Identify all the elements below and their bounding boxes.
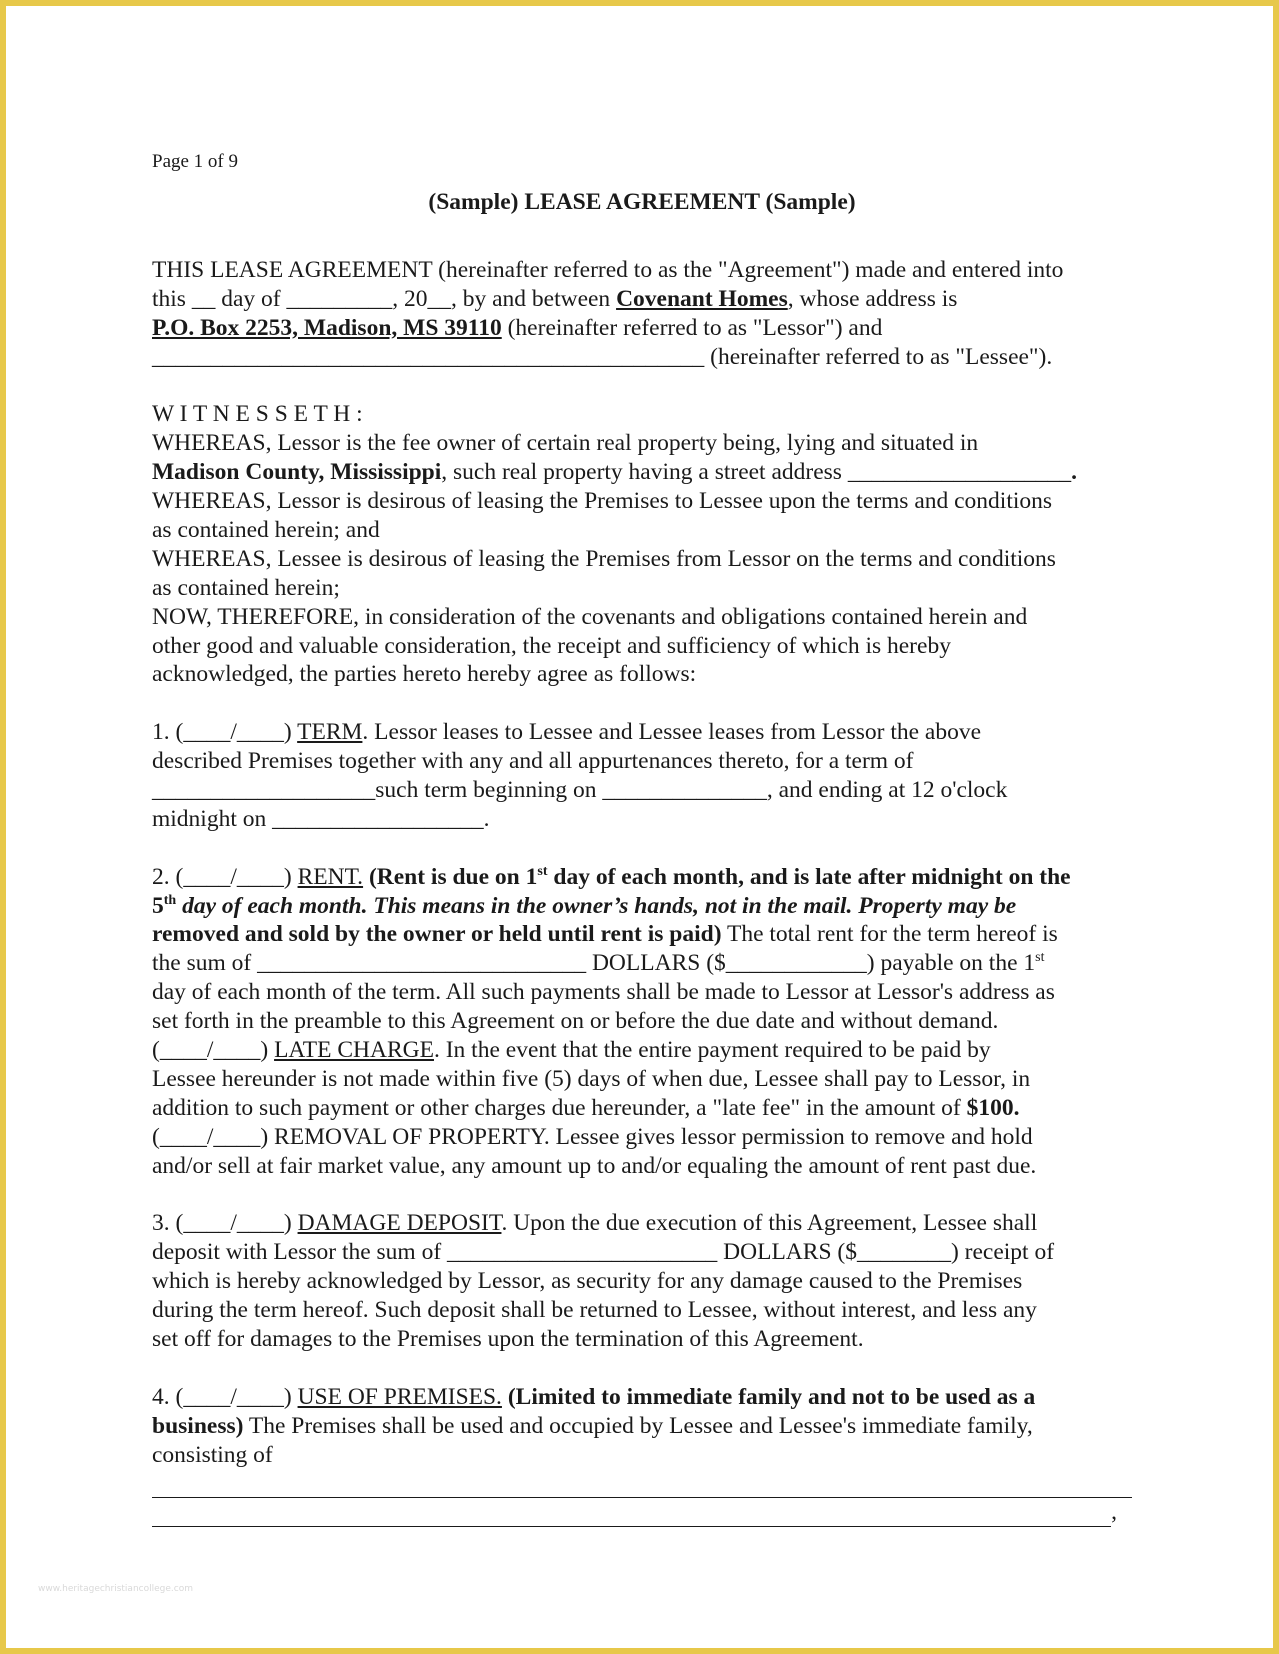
rent-text: the sum of ____________________________ DOLLARS ($____________) payable on the 1: [152, 950, 1036, 977]
whereas-line-4: as contained herein; and: [152, 517, 380, 544]
use-line-3: consisting of: [152, 1441, 273, 1468]
rent-line-5: day of each month of the term. All such payments shall be made to Lessor at Lessor's address as: [152, 979, 1055, 1006]
term-line-2: described Premises together with any and all appurtenances thereto, for a term of: [152, 748, 914, 775]
spacer: [152, 372, 1132, 401]
rent-line-3: [152, 920, 1132, 949]
deposit-line-4: during the term hereof. Such deposit shall be returned to Lessee, without interest, and less any: [152, 1297, 1037, 1324]
use-text: business): [152, 1412, 244, 1439]
initials-blank: 3. (____/____): [152, 1210, 298, 1237]
document-title: (Sample) LEASE AGREEMENT (Sample): [428, 189, 856, 215]
use-line-1: [152, 1383, 1132, 1412]
rent-line-4: [152, 949, 1132, 978]
late-charge-heading: LATE CHARGE: [274, 1037, 434, 1064]
document-body: [152, 256, 1132, 1527]
late-charge-line-3: [152, 1094, 1132, 1123]
term-line-3: ___________________such term beginning on ______________, and ending at 12 o'clock: [152, 777, 1008, 804]
ordinal-suffix: st: [537, 863, 548, 879]
lessor-address: P.O. Box 2253, Madison, MS 39110: [152, 314, 502, 341]
rent-line-6: set forth in the preamble to this Agreement on or before the due date and without demand.: [152, 1008, 999, 1035]
use-text: The Premises shall be used and occupied by Lessee and Lessee's immediate family,: [243, 1412, 1033, 1439]
term-line-4: midnight on __________________.: [152, 805, 490, 832]
use-line-2: [152, 1412, 1132, 1441]
rent-line-1: [152, 863, 1132, 892]
therefore-line-3: acknowledged, the parties hereto hereby agree as follows:: [152, 661, 697, 688]
whereas-line-1: WHEREAS, Lessor is the fee owner of certain real property being, lying and situated in: [152, 430, 979, 457]
rent-text: day of each month. This means in the owner’s hands, not in the mail. Property may be: [176, 892, 1017, 919]
blank-underline: [152, 1475, 1132, 1498]
spacer: [152, 689, 1132, 718]
initials-blank: 1. (____/____): [152, 719, 298, 746]
whereas-line-2: [152, 458, 1132, 487]
watermark-text: www.heritagechristiancollege.com: [38, 1584, 193, 1594]
ordinal-suffix: th: [163, 892, 177, 908]
rent-line-2: [152, 892, 1132, 921]
therefore-line-1: NOW, THEREFORE, in consideration of the covenants and obligations contained herein and: [152, 603, 1028, 630]
spacer: [152, 1354, 1132, 1383]
property-county: Madison County, Mississippi: [152, 459, 442, 486]
late-charge-text: addition to such payment or other charges due hereunder, a "late fee" in the amount of: [152, 1094, 967, 1121]
whereas-text: , such real property having a street address ___________________: [441, 459, 1072, 486]
rent-text: (Rent is due on 1: [363, 863, 538, 890]
term-line-1: [152, 718, 1132, 747]
whereas-line-3: WHEREAS, Lessor is desirous of leasing the Premises to Lessee upon the terms and conditions: [152, 488, 1053, 515]
intro-line-3: [152, 314, 1132, 343]
intro-line-2: [152, 285, 1132, 314]
removal-line-1: (____/____) REMOVAL OF PROPERTY. Lessee gives lessor permission to remove and hold: [152, 1123, 1033, 1150]
removal-line-2: and/or sell at fair market value, any amount up to and/or equaling the amount of rent past due.: [152, 1152, 1037, 1179]
intro-line-1: THIS LEASE AGREEMENT (hereinafter referred to as the "Agreement") made and entered into: [152, 257, 1064, 283]
deposit-line-5: set off for damages to the Premises upon the termination of this Agreement.: [152, 1325, 864, 1352]
family-blank-line-1[interactable]: [152, 1469, 1132, 1498]
deposit-text: . Upon the due execution of this Agreement, Lessee shall: [501, 1210, 1038, 1237]
deposit-line-2: deposit with Lessor the sum of _______________________ DOLLARS ($________) receipt of: [152, 1239, 1055, 1266]
whereas-text: .: [1071, 459, 1077, 486]
therefore-line-2: other good and valuable consideration, the receipt and sufficiency of which is hereby: [152, 632, 951, 659]
deposit-line-1: [152, 1209, 1132, 1238]
late-charge-line-2: Lessee hereunder is not made within five (5) days of when due, Lessee shall pay to Lessor, in: [152, 1065, 1031, 1092]
rent-text: day of each month, and is late after midnight on the: [547, 863, 1071, 890]
term-heading: TERM: [297, 719, 363, 746]
initials-blank: 2. (____/____): [152, 863, 298, 890]
page-number: Page 1 of 9: [152, 151, 239, 172]
spacer: [152, 1181, 1132, 1210]
intro-text: (hereinafter referred to as "Lessor") and: [501, 314, 883, 341]
family-blank-line-2[interactable]: [152, 1498, 1117, 1527]
rent-text: The total rent for the term hereof is: [721, 921, 1058, 948]
spacer: [152, 834, 1132, 863]
term-text: . Lessor leases to Lessee and Lessee leases from Lessor the above: [362, 719, 982, 746]
rent-text: 5: [152, 892, 164, 919]
intro-text: this __ day of _________, 20__, by and between: [152, 285, 617, 312]
intro-text: , whose address is: [787, 285, 958, 312]
initials-blank: (____/____): [152, 1037, 275, 1064]
witnesseth-heading: W I T N E S S E T H :: [152, 401, 363, 428]
deposit-line-3: which is hereby acknowledged by Lessor, as security for any damage caused to the Premises: [152, 1268, 1023, 1295]
rent-text: removed and sold by the owner or held until rent is paid): [152, 921, 722, 948]
late-fee-amount: $100.: [966, 1094, 1020, 1121]
whereas-line-6: as contained herein;: [152, 574, 340, 601]
late-charge-text: . In the event that the entire payment required to be paid by: [433, 1037, 991, 1064]
blank-underline: [152, 1504, 1111, 1527]
deposit-heading: DAMAGE DEPOSIT: [297, 1210, 502, 1237]
initials-blank: 4. (____/____): [152, 1383, 298, 1410]
rent-heading: RENT.: [297, 863, 364, 890]
intro-line-4: _______________________________________________ (hereinafter referred to as "Lessee").: [152, 343, 1053, 370]
trailing-comma: ,: [1111, 1499, 1117, 1526]
use-text: (Limited to immediate family and not to be used as a: [501, 1383, 1036, 1410]
ordinal-suffix: st: [1035, 950, 1045, 966]
lessor-company-name: Covenant Homes: [616, 285, 788, 312]
whereas-line-5: WHEREAS, Lessee is desirous of leasing the Premises from Lessor on the terms and conditions: [152, 545, 1056, 572]
use-heading: USE OF PREMISES.: [297, 1383, 502, 1410]
late-charge-line-1: [152, 1036, 1132, 1065]
